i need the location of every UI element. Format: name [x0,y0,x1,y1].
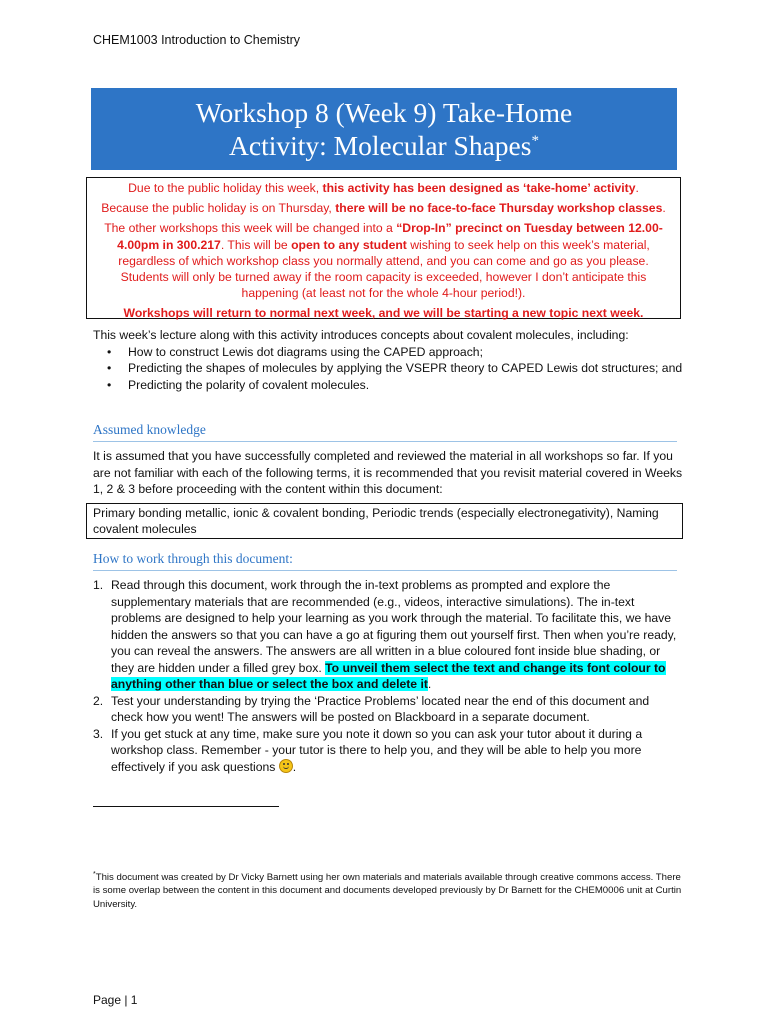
intro-bullet-list [93,344,683,394]
highlighted-instruction: To unveil them select the text and change its font colour to anything other than blue or select the box and delete it [111,660,666,691]
assumed-knowledge-heading: Assumed knowledge [93,422,677,442]
notice-paragraph-1: Due to the public holiday this week, this activity has been designed as ‘take-home’ activity. [128,181,639,195]
how-to-steps [93,577,683,775]
intro-lead: This week’s lecture along with this activity introduces concepts about covalent molecules, including: [93,328,629,342]
list-item: 1. Read through this document, work through the in-text problems as prompted and explore the supplementary materials that are recommended (e.g., videos, interactive simulations). The in-text problems are designed to help your learning as you work through the material. To facilitate this, we have hidden the answers so that you can have a go at figuring them out yourself first. Then when you’re ready, you can reveal the answers. The answers are all written in a blue coloured font inside blue shading, or they are hidden under a filled grey box. To unveil them select the text and change its font colour to anything other than blue or select the box and delete it. [93,578,677,691]
footnote-marker: * [93,871,96,878]
page-number: Page | 1 [93,993,138,1007]
notice-paragraph-2: Because the public holiday is on Thursday, there will be no face-to-face Thursday workshop classes. [101,201,666,216]
page-header: CHEM1003 Introduction to Chemistry [93,33,301,47]
notice-paragraph-4: Workshops will return to normal next week, and we will be starting a new topic next week. [123,306,644,321]
title-banner [91,88,677,170]
footnote-separator [93,806,279,807]
steps-list [93,577,683,775]
intro-section [93,327,683,393]
list-item: 3. If you get stuck at any time, make sure you note it down so you can ask your tutor about it during a workshop class. Remember - your tutor is there to help you, and they will be able to help you more effectively if you ask questions . [93,726,643,774]
list-item: • How to construct Lewis dot diagrams using the CAPED approach; [93,344,683,361]
list-item: • Predicting the shapes of molecules by applying the VSEPR theory to CAPED Lewis dot structures; and [93,360,683,377]
list-item: 2. Test your understanding by trying the ‘Practice Problems’ located near the end of this document and check how you went! The answers will be posted on Blackboard in a separate document. [93,693,650,724]
smiley-face-icon [279,759,293,773]
title-footnote-marker: * [531,133,539,149]
assumed-terms-box: Primary bonding metallic, ionic & covalent bonding, Periodic trends (especially electronegativity), Naming covalent molecules [86,503,683,539]
list-item: • Predicting the polarity of covalent molecules. [93,377,683,394]
title-line-1: Workshop 8 (Week 9) Take-Home [195,97,573,128]
assumed-knowledge-text: It is assumed that you have successfully completed and reviewed the material in all workshops so far. If you are not familiar with each of the following terms, it is recommended that you revisit material covered in Weeks 1, 2 & 3 before proceeding with the content within this document: [93,449,683,496]
how-to-heading: How to work through this document: [93,551,677,571]
footnote: *This document was created by Dr Vicky Barnett using her own materials and materials available through creative commons access. There is some overlap between the content in this document and documents developed previously by Dr Barnett for the CHEM0006 unit at Curtin University. [93,871,682,910]
notice-paragraph-3: The other workshops this week will be changed into a “Drop-In” precinct on Tuesday between 12.00-4.00pm in 300.217. This will be open to any student wishing to seek help on this week’s material, regardless of which workshop class you normally attend, and you can come and go as you please. Students will only be turned away if the room capacity is exceeded, however I don’t anticipate this happening (at least not for the whole 4-hour period!). [104,221,663,301]
title-line-2: Activity: Molecular Shapes* [229,130,539,161]
holiday-notice-box [86,177,681,319]
